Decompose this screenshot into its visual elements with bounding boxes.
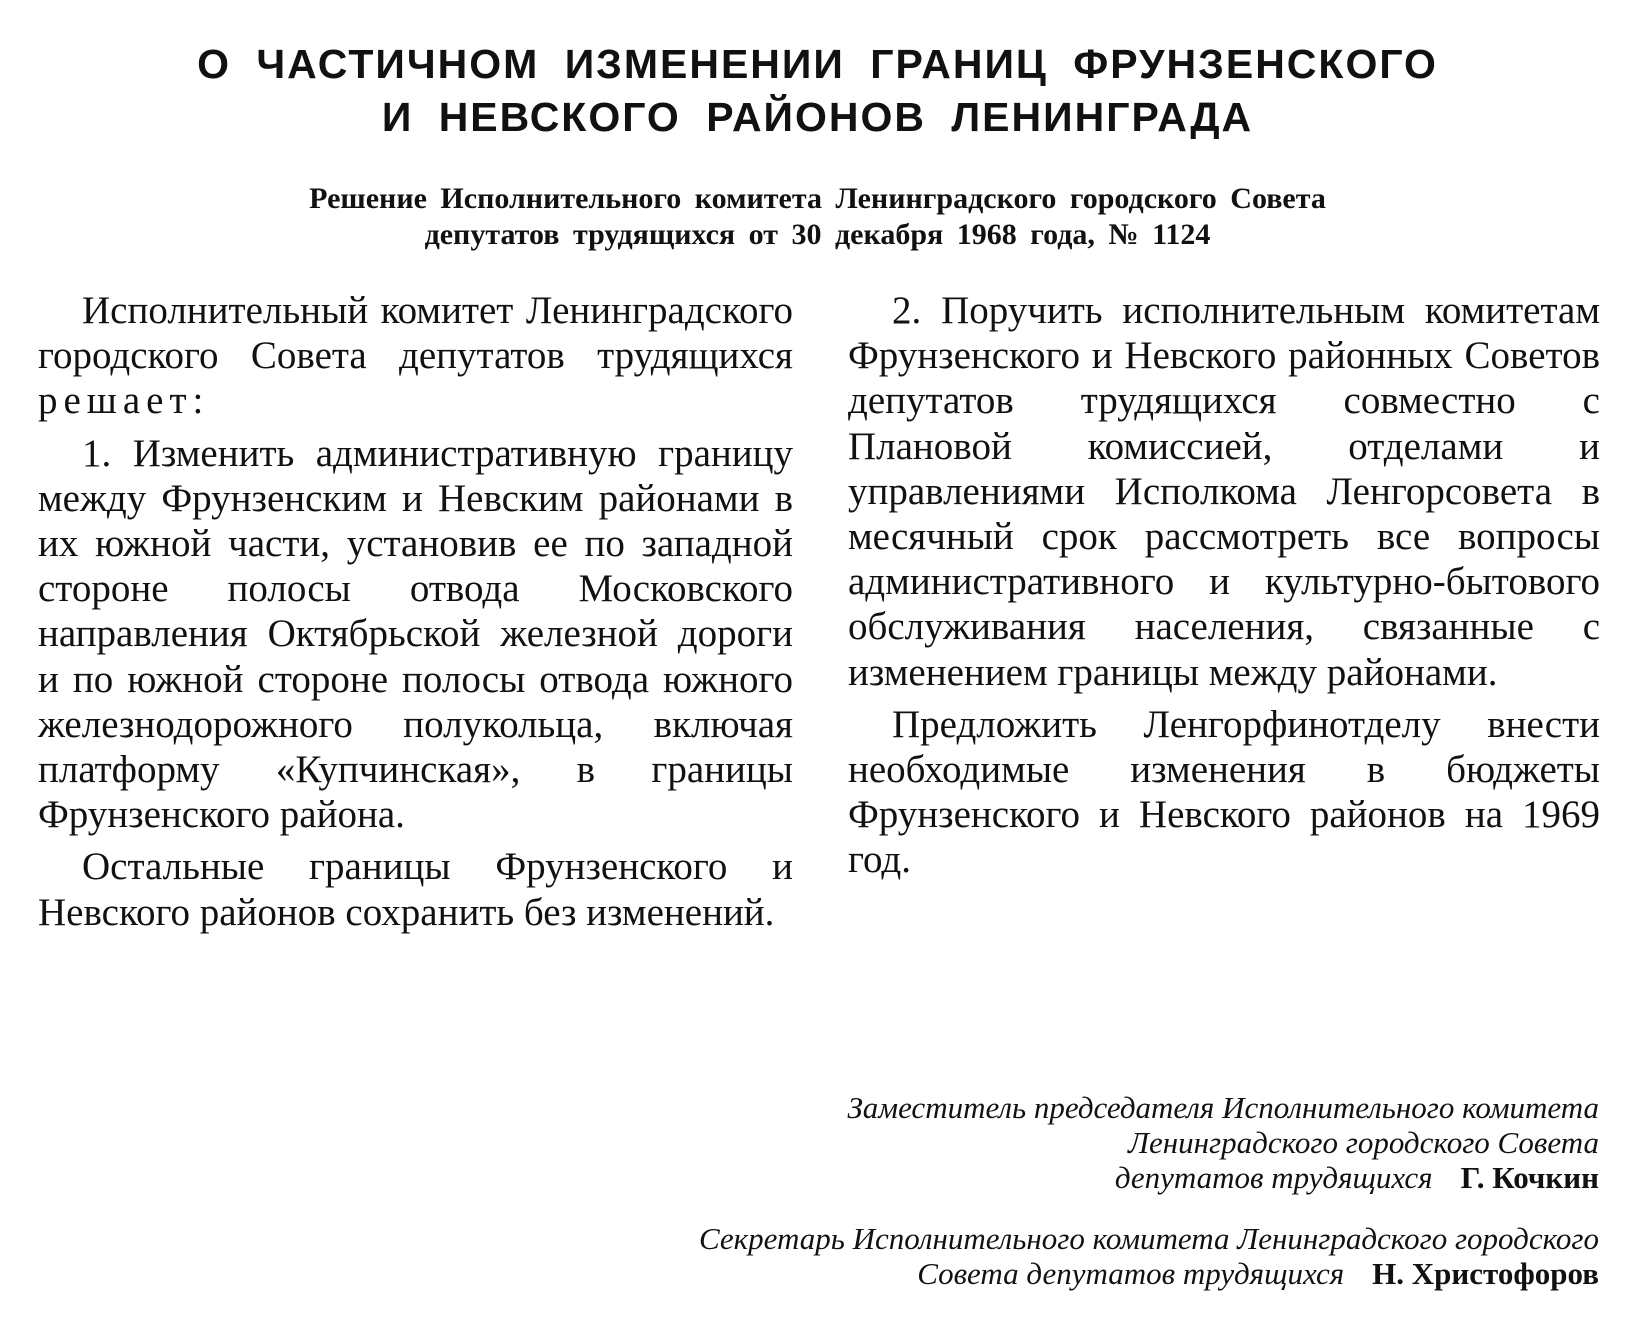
subtitle-line-1: Решение Исполнительного комитета Ленинградского городского Совета xyxy=(309,182,1326,215)
deputy-name: Г. Кочкин xyxy=(1460,1160,1599,1195)
left-column xyxy=(38,288,793,942)
document-title xyxy=(0,38,1635,144)
right-column xyxy=(848,288,1600,890)
deputy-signature-block xyxy=(847,1090,1599,1195)
subtitle-line-2: депутатов трудящихся от 30 декабря 1968 года, № 1124 xyxy=(424,218,1211,251)
intro-resolves: решает xyxy=(38,379,193,423)
intro-colon: : xyxy=(192,379,204,423)
secretary-signature-block xyxy=(699,1221,1599,1291)
secretary-name: Н. Христофоров xyxy=(1372,1256,1599,1291)
title-line-1: О ЧАСТИЧНОМ ИЗМЕНЕНИИ ГРАНИЦ ФРУНЗЕНСКОГО xyxy=(197,41,1438,87)
title-line-2: И НЕВСКОГО РАЙОНОВ ЛЕНИНГРАДА xyxy=(381,94,1254,140)
intro-text: Исполнительный комитет Ленинградского городского Совета депутатов трудящихся xyxy=(38,289,793,378)
item-2-paragraph: 2. Поручить исполнительным комитетам Фрунзенского и Невского районных Советов депутатов трудящихся совместно с Плановой комиссией, отделами и управлениями Исполкома Ленгорсовета в месячный срок рассмотреть все вопросы административного и культурно-бытового обслуживания населения, связанные с изменением границы между районами. xyxy=(848,289,1600,694)
item-1-paragraph: 1. Изменить административную границу между Фрунзенским и Невским районами в их южной части, установив ее по западной стороне полосы отвода Московского направления Октябрьской железной дороги и по южной стороне полосы отвода южного железнодорожного полукольца, включая платформу «Купчинская», в границы Фрунзенского района. xyxy=(38,431,793,837)
deputy-title-line-2: Ленинградского городского Совета xyxy=(1128,1125,1599,1160)
secretary-title-line-1: Секретарь Исполнительного комитета Ленинградского городского xyxy=(698,1221,1599,1256)
secretary-title-line-2 xyxy=(699,1256,1599,1291)
decision-subtitle xyxy=(0,181,1635,253)
item-1-continuation: Остальные границы Фрунзенского и Невского районов сохранить без изменений. xyxy=(38,845,793,934)
deputy-title-line-3-text: депутатов трудящихся xyxy=(1114,1160,1433,1195)
item-2-continuation: Предложить Ленгорфинотделу внести необходимые изменения в бюджеты Фрунзенского и Невского районов на 1969 год. xyxy=(848,702,1600,882)
secretary-title-line-2-text: Совета депутатов трудящихся xyxy=(917,1256,1345,1291)
deputy-title-line-1: Заместитель председателя Исполнительного комитета xyxy=(847,1090,1599,1125)
intro-paragraph xyxy=(38,288,793,424)
deputy-title-line-3 xyxy=(847,1160,1599,1195)
